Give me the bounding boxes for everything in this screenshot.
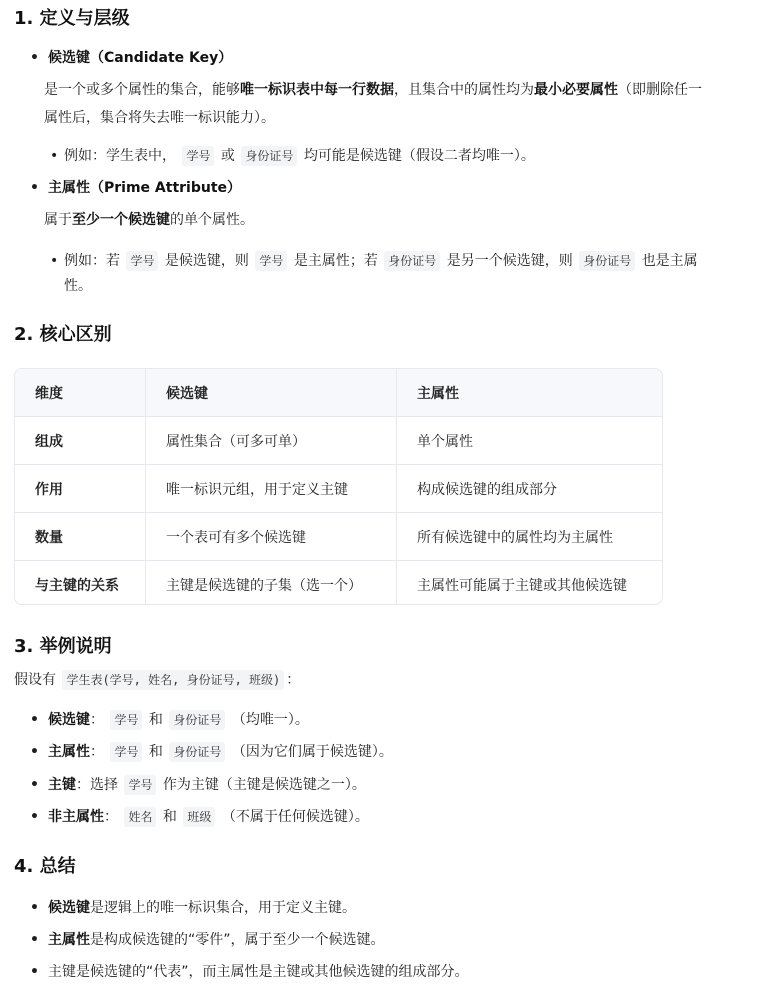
table-header-row [15, 369, 662, 416]
text: 主键是候选键的“代表”，而主属性是主键或其他候选键的组成部分。 [48, 964, 469, 980]
text: 均可能是候选键（假设二者均唯一）。 [303, 148, 535, 164]
item-label: 候选键 [48, 900, 90, 916]
table-cell: 与主键的关系 [35, 577, 119, 594]
text: 是一个或多个属性的集合，能够 [44, 82, 240, 98]
table-cell: 所有候选键中的属性均为主属性 [396, 513, 662, 560]
section-heading: 2. 核心区别 [14, 324, 112, 345]
inline-code: 班级 [183, 807, 215, 827]
text: 是主属性；若 [293, 253, 378, 269]
text: 和 [148, 744, 163, 760]
inline-code: 学号 [255, 251, 287, 271]
text: 也是主属 [641, 253, 698, 269]
table-row [15, 512, 662, 560]
inline-code: 学号 [124, 775, 156, 795]
text: （均唯一）。 [231, 712, 309, 728]
text: 是构成候选键的“零件”，属于至少一个候选键。 [90, 932, 385, 948]
bullet: • [30, 932, 39, 948]
section-heading: 4. 总结 [14, 856, 76, 877]
table-cell: 主属性可能属于主键或其他候选键 [396, 561, 662, 605]
bullet: • [30, 180, 39, 196]
table-cell: 数量 [35, 529, 63, 546]
candidate-key-definition [44, 76, 702, 104]
list-item [30, 706, 309, 734]
section-heading: 1. 定义与层级 [14, 8, 130, 29]
inline-code: 学号 [126, 251, 158, 271]
inline-code: 学号 [182, 146, 214, 166]
table-cell: 唯一标识元组，用于定义主键 [145, 465, 396, 512]
text: 是另一个候选键，则 [446, 253, 573, 269]
item-label: 候选键 [48, 712, 90, 728]
text: 的单个属性。 [170, 212, 254, 228]
bullet: • [50, 148, 59, 164]
list-item [30, 803, 369, 831]
emphasis: 唯一标识表中每一行数据 [240, 82, 394, 98]
table-header-cell: 主属性 [396, 369, 662, 416]
table-row [15, 464, 662, 512]
emphasis: 最小必要属性 [534, 82, 618, 98]
section-heading: 3. 举例说明 [14, 636, 112, 657]
bullet: • [30, 744, 39, 760]
prime-attribute-example-cont: 性。 [64, 278, 92, 294]
table-row [15, 416, 662, 464]
inline-code: 身份证号 [241, 146, 297, 166]
table-cell: 属性集合（可多可单） [145, 417, 396, 464]
inline-code: 身份证号 [169, 742, 225, 762]
text: （即删除任一 [618, 82, 702, 98]
table-cell: 构成候选键的组成部分 [396, 465, 662, 512]
text: ： [90, 744, 104, 760]
inline-code: 身份证号 [169, 710, 225, 730]
summary-item [30, 958, 469, 986]
bullet: • [30, 964, 39, 980]
item-label: 主属性 [48, 932, 90, 948]
text: （因为它们属于候选键）。 [231, 744, 393, 760]
table-cell: 一个表可有多个候选键 [145, 513, 396, 560]
prime-attribute-example [50, 247, 698, 275]
bullet: • [30, 900, 39, 916]
table-cell: 单个属性 [396, 417, 662, 464]
table-row [15, 560, 662, 605]
text: 是候选键，则 [164, 253, 249, 269]
table-header-cell: 候选键 [145, 369, 396, 416]
text: ： [104, 809, 118, 825]
inline-code: 学号 [110, 742, 142, 762]
prime-attribute-title: 主属性（Prime Attribute） [48, 180, 242, 196]
table-header-cell: 维度 [35, 385, 63, 402]
text: 作为主键（主键是候选键之一）。 [162, 777, 366, 793]
text: （不属于任何候选键）。 [221, 809, 369, 825]
summary-item [30, 926, 385, 954]
bullet: • [30, 50, 39, 66]
inline-code: 学号 [110, 710, 142, 730]
candidate-key-definition-cont: 属性后，集合将失去唯一标识能力）。 [44, 110, 275, 126]
text: 或 [220, 148, 235, 164]
bullet: • [50, 253, 59, 269]
table-cell: 组成 [35, 433, 63, 450]
text: ： [90, 712, 104, 728]
text: ，且集合中的属性均为 [394, 82, 534, 98]
inline-code: 学生表(学号, 姓名, 身份证号, 班级) [62, 670, 284, 690]
item-label: 非主属性 [48, 809, 104, 825]
example-intro [14, 666, 300, 694]
text: 和 [162, 809, 177, 825]
list-item [30, 738, 393, 766]
summary-item [30, 894, 356, 922]
text: ：选择 [76, 777, 118, 793]
text: ： [286, 672, 301, 688]
bullet: • [30, 809, 39, 825]
comparison-table [14, 368, 663, 605]
bullet: • [30, 712, 39, 728]
table-cell: 主键是候选键的子集（选一个） [145, 561, 396, 605]
candidate-key-item [30, 44, 232, 72]
inline-code: 姓名 [124, 807, 156, 827]
text: 和 [148, 712, 163, 728]
text: 是逻辑上的唯一标识集合，用于定义主键。 [90, 900, 356, 916]
table-cell: 作用 [35, 481, 63, 498]
prime-attribute-item [30, 174, 241, 202]
inline-code: 身份证号 [579, 251, 635, 271]
text: 属于 [44, 212, 72, 228]
list-item [30, 771, 366, 799]
candidate-key-example [50, 142, 535, 170]
text: 假设有 [14, 672, 56, 688]
inline-code: 身份证号 [384, 251, 440, 271]
candidate-key-title: 候选键（Candidate Key） [48, 50, 233, 66]
emphasis: 至少一个候选键 [72, 212, 170, 228]
item-label: 主属性 [48, 744, 90, 760]
item-label: 主键 [48, 777, 76, 793]
text: 例如：学生表中， [64, 148, 176, 164]
prime-attribute-definition [44, 206, 254, 234]
text: 例如：若 [64, 253, 120, 269]
bullet: • [30, 777, 39, 793]
